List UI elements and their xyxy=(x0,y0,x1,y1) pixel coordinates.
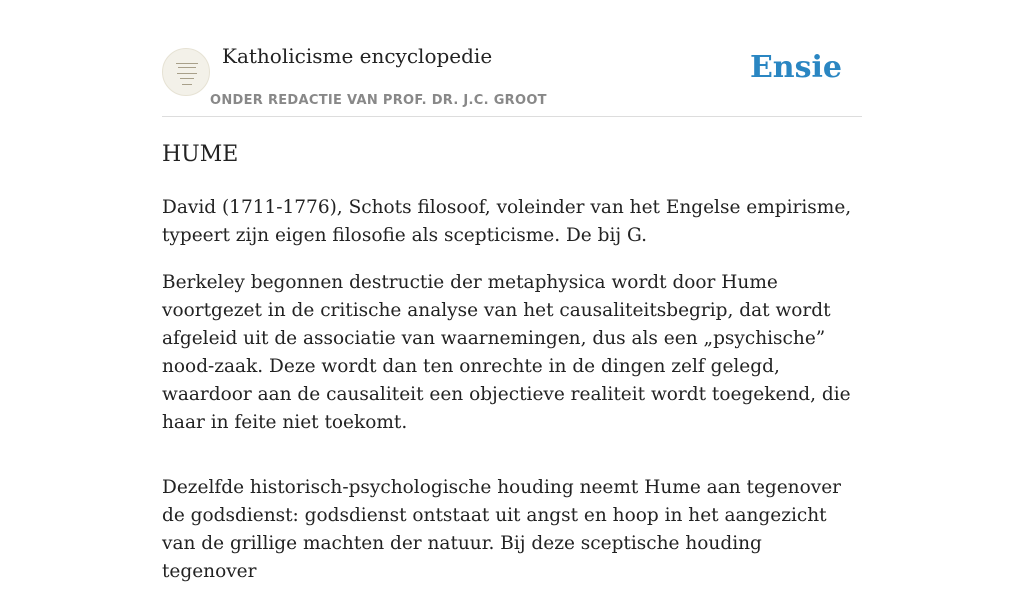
brand-logo[interactable]: Ensie xyxy=(749,50,842,85)
book-title[interactable]: Katholicisme encyclopedie xyxy=(222,44,493,68)
entry-title: HUME xyxy=(162,142,239,167)
header xyxy=(162,0,862,117)
paragraph: Berkeley begonnen destructie der metaphysica wordt door Hume voortgezet in de critische analyse van het causaliteitsbegrip, dat wordt afgeleid uit de associatie van waarnemingen, dus als een „psychische” nood-zaak. Deze wordt dan ten onrechte in de dingen zelf gelegd, waardoor aan de causaliteit een objectieve realiteit wordt toegekend, die haar in feite niet toekomt. xyxy=(162,272,851,433)
paragraph: Dezelfde historisch-psychologische houding neemt Hume aan tegenover de godsdienst: godsdienst ontstaat uit angst en hoop in het aangezicht van de grillige machten der natuur. Bij deze sceptische houding tegenover xyxy=(162,477,841,582)
page xyxy=(162,0,862,582)
book-cover-icon[interactable] xyxy=(162,48,210,96)
article xyxy=(162,138,862,605)
paragraph: David (1711-1776), Schots filosoof, voleinder van het Engelse empirisme, typeert zijn eigen filosofie als scepticisme. De bij G. xyxy=(162,197,852,246)
editor-credit: ONDER REDACTIE VAN PROF. DR. J.C. GROOT xyxy=(210,93,547,108)
